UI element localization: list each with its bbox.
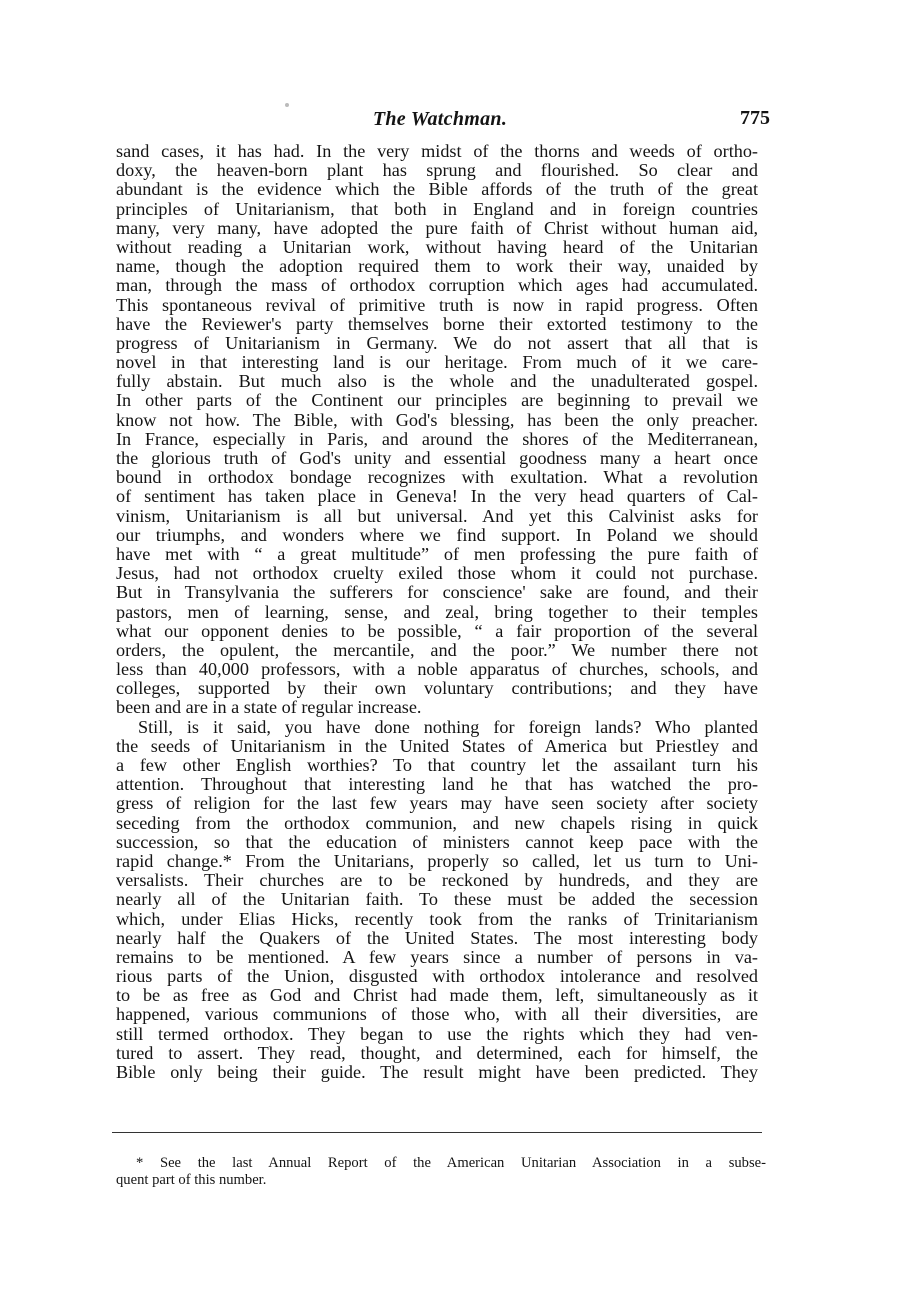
text-line: But in Transylvania the sufferers for conscience' sake are found, and their: [116, 582, 758, 603]
text-line: been and are in a state of regular increase.: [116, 697, 422, 718]
text-line: pastors, men of learning, sense, and zeal, bring together to their temples: [116, 601, 758, 622]
text-line: less than 40,000 professors, with a noble apparatus of churches, schools, and: [116, 659, 758, 680]
footnote-line: quent part of this number.: [116, 1171, 267, 1188]
text-line: Bible only being their guide. The result might have been predicted. They: [116, 1062, 758, 1082]
text-line: colleges, supported by their own voluntary contributions; and they have: [116, 678, 758, 699]
text-line: seceding from the orthodox communion, and new chapels rising in quick: [116, 812, 758, 833]
text-line: of sentiment has taken place in Geneva! In the very head quarters of Cal-: [116, 486, 758, 507]
text-line: Still, is it said, you have done nothing for foreign lands? Who planted: [138, 716, 758, 737]
text-line: have met with “ a great multitude” of men professing the pure faith of: [116, 543, 758, 564]
running-title: The Watchman.: [372, 108, 508, 130]
text-line: many, very many, have adopted the pure faith of Christ without human aid,: [116, 217, 758, 238]
text-line: gress of religion for the last few years may have seen society after society: [116, 793, 758, 814]
text-line: without reading a Unitarian work, without having heard of the Unitarian: [116, 236, 758, 257]
text-line: happened, various communions of those who, with all their diversities, are: [116, 1004, 758, 1025]
text-line: In other parts of the Continent our principles are beginning to prevail we: [116, 390, 758, 411]
text-line: vinism, Unitarianism is all but universal. And yet this Calvinist asks for: [116, 505, 758, 526]
text-line: In France, especially in Paris, and around the shores of the Mediterranean,: [116, 428, 758, 449]
text-line: This spontaneous revival of primitive truth is now in rapid progress. Often: [116, 294, 758, 315]
text-line: versalists. Their churches are to be reckoned by hundreds, and they are: [116, 870, 758, 891]
text-line: still termed orthodox. They began to use the rights which they had ven-: [116, 1023, 758, 1044]
footnote-rule: [112, 1132, 762, 1133]
text-line: Jesus, had not orthodox cruelty exiled those whom it could not purchase.: [116, 563, 758, 584]
text-line: nearly all of the Unitarian faith. To these must be added the secession: [116, 889, 758, 910]
text-line: attention. Throughout that interesting land he that has watched the pro-: [116, 774, 758, 795]
text-line: the glorious truth of God's unity and essential goodness many a heart once: [116, 448, 758, 468]
text-line: the seeds of Unitarianism in the United States of America but Priestley and: [116, 735, 758, 756]
text-line: name, though the adoption required them to work their way, unaided by: [116, 256, 758, 277]
text-line: nearly half the Quakers of the United States. The most interesting body: [116, 927, 758, 948]
text-line: know not how. The Bible, with God's blessing, has been the only preacher.: [116, 409, 758, 430]
text-line: sand cases, it has had. In the very midst of the thorns and weeds of ortho-: [116, 141, 758, 161]
body-text: [116, 142, 758, 1082]
text-line: what our opponent denies to be possible, “ a fair proportion of the several: [116, 620, 758, 641]
text-line: doxy, the heaven-born plant has sprung and flourished. So clear and: [116, 160, 758, 181]
text-line: bound in orthodox bondage recognizes with exultation. What a revolution: [116, 467, 758, 488]
page-number: 775: [740, 107, 770, 129]
text-line: man, through the mass of orthodox corruption which ages had accumulated.: [116, 275, 758, 296]
footnote: [116, 1155, 766, 1188]
footnote-line: * See the last Annual Report of the American Unitarian Association in a subse-: [136, 1155, 766, 1171]
text-line: remains to be mentioned. A few years since a number of persons in va-: [116, 946, 758, 967]
text-line: orders, the opulent, the mercantile, and the poor.” We number there not: [116, 639, 758, 660]
text-line: to be as free as God and Christ had made them, left, simultaneously as it: [116, 985, 758, 1006]
text-line: succession, so that the education of ministers cannot keep pace with the: [116, 831, 758, 852]
text-line: rapid change.* From the Unitarians, properly so called, let us turn to Uni-: [116, 850, 758, 871]
text-line: tured to assert. They read, thought, and determined, each for himself, the: [116, 1042, 758, 1063]
text-line: which, under Elias Hicks, recently took from the ranks of Trinitarianism: [116, 908, 758, 929]
text-line: fully abstain. But much also is the whole and the unadulterated gospel.: [116, 371, 758, 392]
text-line: abundant is the evidence which the Bible affords of the truth of the great: [116, 179, 758, 200]
text-line: have the Reviewer's party themselves borne their extorted testimony to the: [116, 313, 758, 334]
page-header: [110, 108, 770, 134]
text-line: a few other English worthies? To that country let the assailant turn his: [116, 755, 758, 775]
text-line: rious parts of the Union, disgusted with orthodox intolerance and resolved: [116, 966, 758, 987]
ink-speck: [285, 103, 289, 107]
text-line: principles of Unitarianism, that both in England and in foreign countries: [116, 198, 758, 219]
text-line: novel in that interesting land is our heritage. From much of it we care-: [116, 352, 758, 373]
text-line: progress of Unitarianism in Germany. We do not assert that all that is: [116, 332, 758, 353]
text-line: our triumphs, and wonders where we find support. In Poland we should: [116, 524, 758, 545]
